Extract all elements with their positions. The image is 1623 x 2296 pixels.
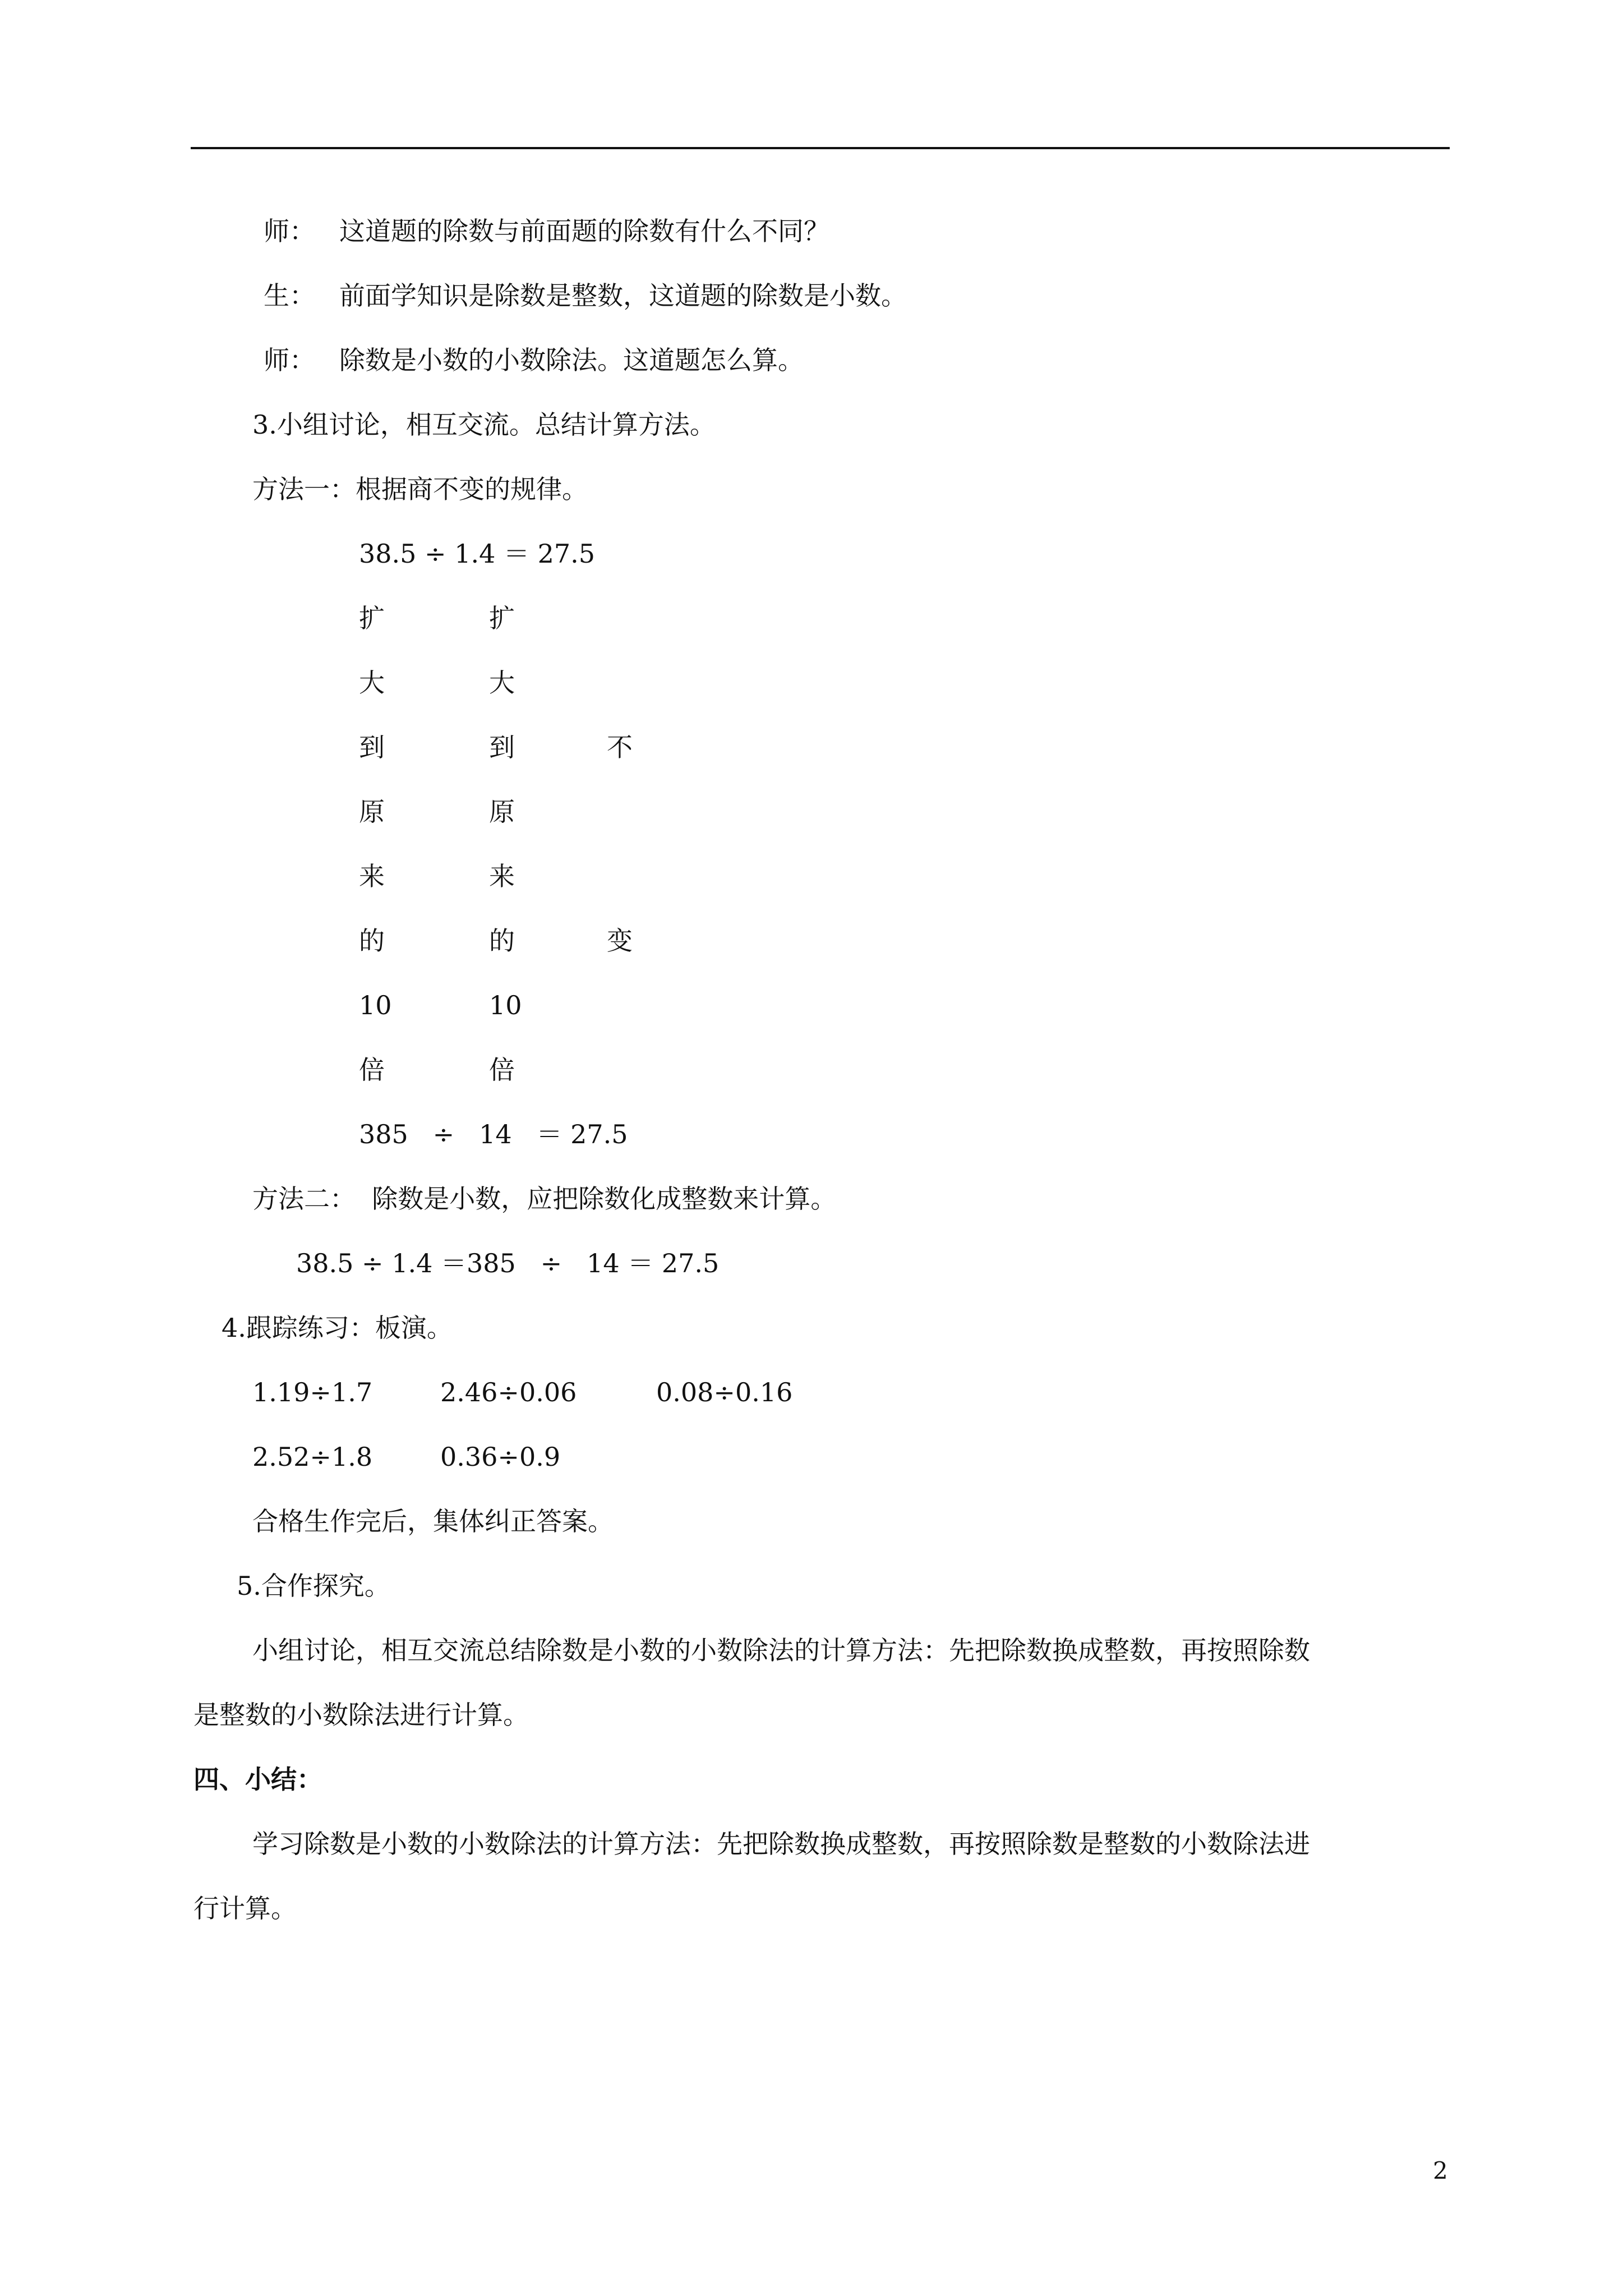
dialogue-speaker: 师：: [264, 345, 315, 375]
column-char: 的: [359, 926, 385, 956]
column-char: 不: [607, 732, 633, 762]
step-5: 5.合作探究。: [237, 1571, 390, 1601]
practice-item: 2.52÷1.8: [252, 1442, 373, 1472]
practice-item: 0.08÷0.16: [656, 1377, 793, 1407]
step-5-body: 小组讨论，相互交流总结除数是小数的小数除法的计算方法：先把除数换成整数，再按照除数: [252, 1635, 1310, 1665]
column-char: 原: [359, 797, 385, 827]
step-5-body: 是整数的小数除法进行计算。: [193, 1700, 529, 1730]
after-practice-note: 合格生作完后，集体纠正答案。: [252, 1506, 614, 1536]
method-1-equation-top: 38.5 ÷ 1.4 ＝ 27.5: [359, 539, 596, 569]
dialogue-speaker: 师：: [264, 216, 315, 246]
column-char: 大: [489, 668, 515, 698]
summary-text: 行计算。: [193, 1893, 297, 1924]
column-char: 倍: [359, 1055, 385, 1085]
dialogue-speaker: 生：: [264, 280, 315, 311]
dialogue-text: 这道题的除数与前面题的除数有什么不同？: [339, 216, 829, 246]
column-char: 原: [489, 797, 515, 827]
practice-item: 0.36÷0.9: [440, 1442, 561, 1472]
column-char: 10: [489, 990, 522, 1020]
page-number: 2: [1433, 2157, 1448, 2184]
method-1-title: 方法一：根据商不变的规律。: [252, 474, 588, 504]
dialogue-text: 除数是小数的小数除法。这道题怎么算。: [339, 345, 804, 375]
column-char: 大: [359, 668, 385, 698]
column-char: 扩: [359, 603, 385, 633]
method-2-equation: 38.5 ÷ 1.4 ＝385 ÷ 14 ＝ 27.5: [296, 1248, 720, 1278]
header-rule: [191, 147, 1450, 149]
section-4-title: 四、小结：: [193, 1764, 322, 1795]
column-char: 倍: [489, 1055, 515, 1085]
column-char: 变: [607, 926, 633, 956]
step-4: 4.跟踪练习：板演。: [222, 1313, 453, 1343]
step-3: 3.小组讨论，相互交流。总结计算方法。: [252, 409, 716, 440]
column-char: 来: [359, 861, 385, 891]
column-char: 扩: [489, 603, 515, 633]
practice-item: 1.19÷1.7: [252, 1377, 373, 1407]
column-char: 的: [489, 926, 515, 956]
practice-item: 2.46÷0.06: [440, 1377, 577, 1407]
method-2-title: 方法二： 除数是小数，应把除数化成整数来计算。: [252, 1184, 837, 1214]
column-char: 到: [359, 732, 385, 762]
summary-text: 学习除数是小数的小数除法的计算方法：先把除数换成整数，再按照除数是整数的小数除法进: [252, 1829, 1310, 1859]
dialogue-text: 前面学知识是除数是整数，这道题的除数是小数。: [339, 280, 907, 311]
method-1-equation-bottom: 385 ÷ 14 ＝ 27.5: [359, 1119, 628, 1149]
column-char: 到: [489, 732, 515, 762]
column-char: 10: [359, 990, 392, 1020]
column-char: 来: [489, 861, 515, 891]
